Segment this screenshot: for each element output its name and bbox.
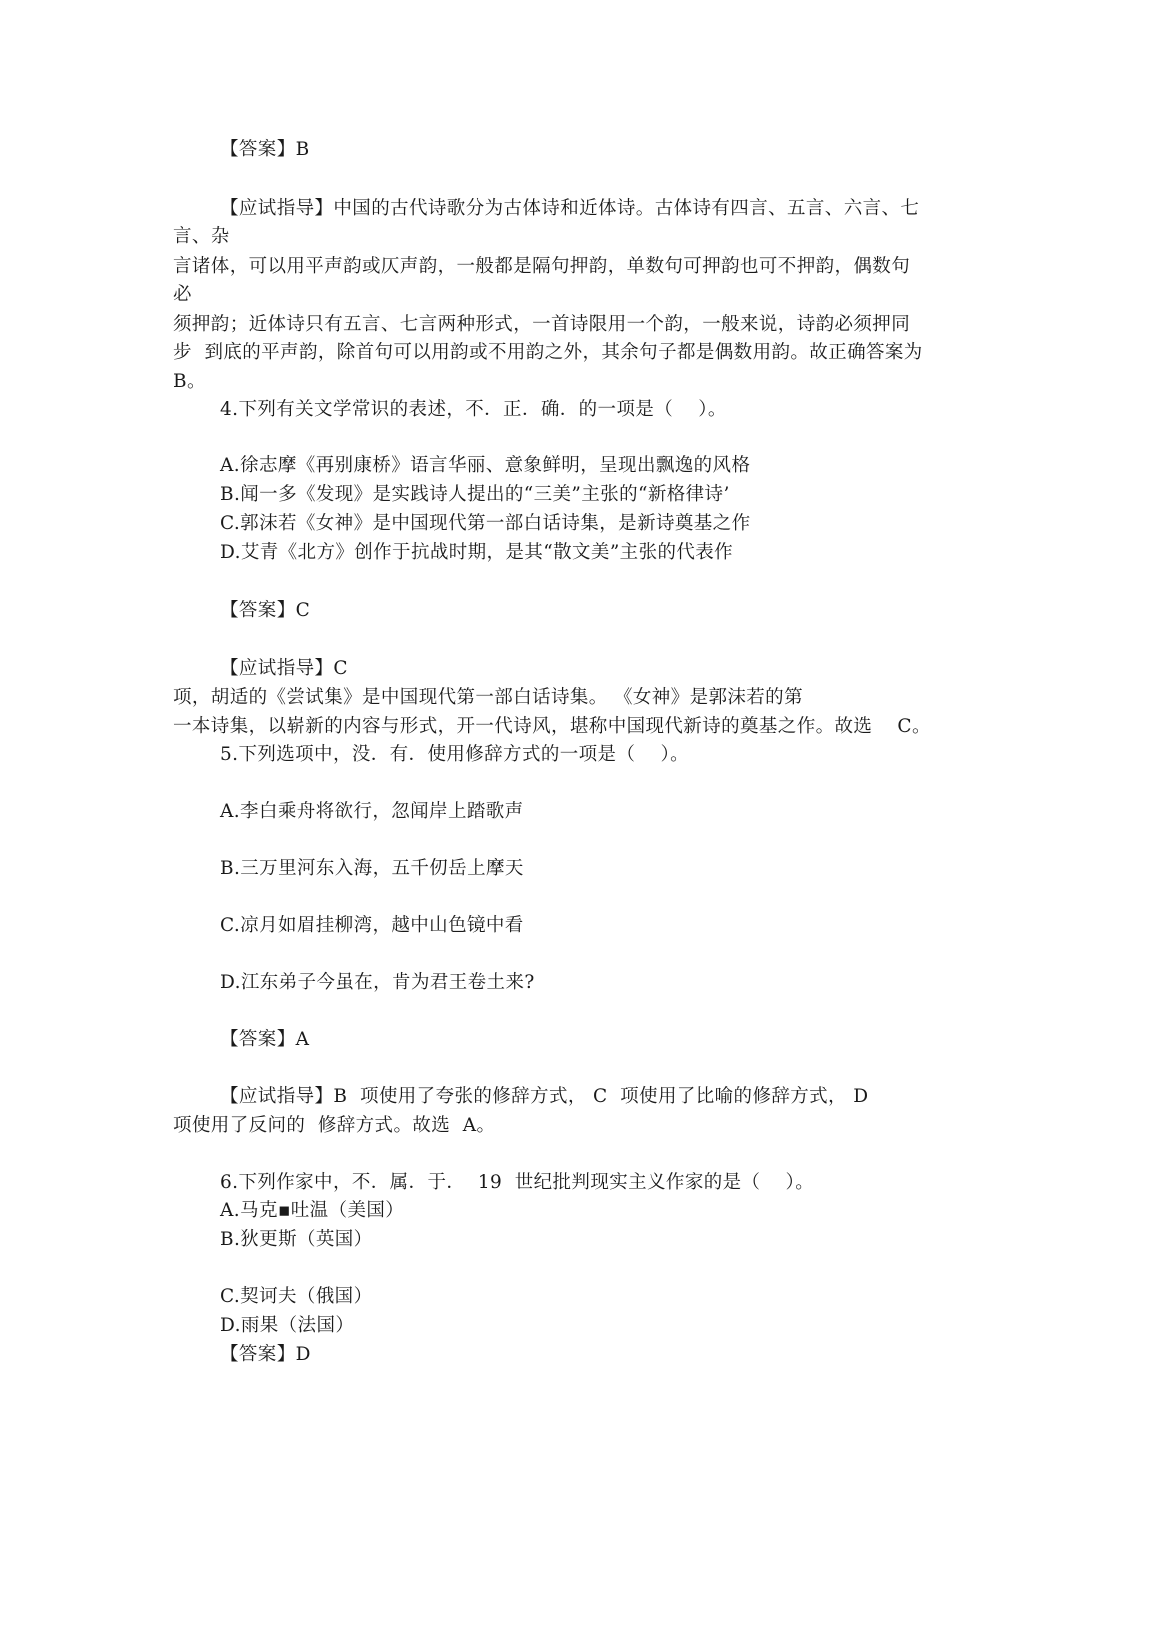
q5-option-d: D.江东弟子今虽在，肯为君王卷土来? — [220, 972, 535, 993]
q6-option-c: C.契诃夫（俄国） — [220, 1286, 373, 1307]
q3-guide-line-4: 必 — [173, 284, 192, 305]
q3-guide-line-2: 言、杂 — [173, 226, 230, 247]
q3-guide-line-5: 须押韵；近体诗只有五言、七言两种形式，一首诗限用一个韵，一般来说，诗韵必须押同 — [173, 314, 911, 335]
q6-answer: 【答案】D — [220, 1344, 311, 1365]
q6-question: 6.下列作家中，不．属．于． 19 世纪批判现实主义作家的是（ ）。 — [220, 1172, 815, 1193]
q4-guide-line-1: 【应试指导】C — [220, 658, 348, 679]
q3-answer: 【答案】B — [220, 139, 310, 160]
q5-question: 5.下列选项中，没．有．使用修辞方式的一项是（ ）。 — [220, 744, 690, 765]
q6-option-a: A.马克▪吐温（美国） — [220, 1200, 405, 1221]
q3-guide-line-6: 步 到底的平声韵，除首句可以用韵或不用韵之外，其余句子都是偶数用韵。故正确答案为 — [173, 342, 923, 363]
q4-option-d: D.艾青《北方》创作于抗战时期，是其“散文美”主张的代表作 — [220, 542, 734, 563]
q3-guide-line-3: 言诸体，可以用平声韵或仄声韵，一般都是隔句押韵，单数句可押韵也可不押韵，偶数句 — [173, 256, 911, 277]
q5-option-c: C.凉月如眉挂柳湾，越中山色镜中看 — [220, 915, 524, 936]
q4-guide-line-2: 项，胡适的《尝试集》是中国现代第一部白话诗集。 《女神》是郭沫若的第 — [173, 687, 803, 708]
q5-option-a: A.李白乘舟将欲行，忽闻岸上踏歌声 — [220, 801, 524, 822]
q6-option-d: D.雨果（法国） — [220, 1315, 355, 1336]
q6-option-b: B.狄更斯（英国） — [220, 1229, 373, 1250]
q3-guide-line-7: B。 — [173, 371, 206, 392]
q4-question: 4.下列有关文学常识的表述，不．正．确．的一项是（ ）。 — [220, 399, 727, 420]
q5-option-b: B.三万里河东入海，五千仞岳上摩天 — [220, 858, 524, 879]
q4-option-a: A.徐志摩《再别康桥》语言华丽、意象鲜明，呈现出飘逸的风格 — [220, 455, 751, 476]
q4-guide-line-3: 一本诗集，以崭新的内容与形式，开一代诗风，堪称中国现代新诗的奠基之作。故选 C。 — [173, 716, 931, 737]
q4-answer: 【答案】C — [220, 600, 311, 621]
q5-guide-line-1: 【应试指导】B 项使用了夸张的修辞方式， C 项使用了比喻的修辞方式， D — [220, 1086, 869, 1107]
q5-answer: 【答案】A — [220, 1029, 310, 1050]
q3-guide-line-1: 【应试指导】中国的古代诗歌分为古体诗和近体诗。古体诗有四言、五言、六言、七 — [220, 198, 920, 219]
q4-option-b: B.闻一多《发现》是实践诗人提出的“三美”主张的“新格律诗’ — [220, 484, 730, 505]
q4-option-c: C.郭沫若《女神》是中国现代第一部白话诗集，是新诗奠基之作 — [220, 513, 751, 534]
q5-guide-line-2: 项使用了反问的 修辞方式。故选 A。 — [173, 1115, 496, 1136]
